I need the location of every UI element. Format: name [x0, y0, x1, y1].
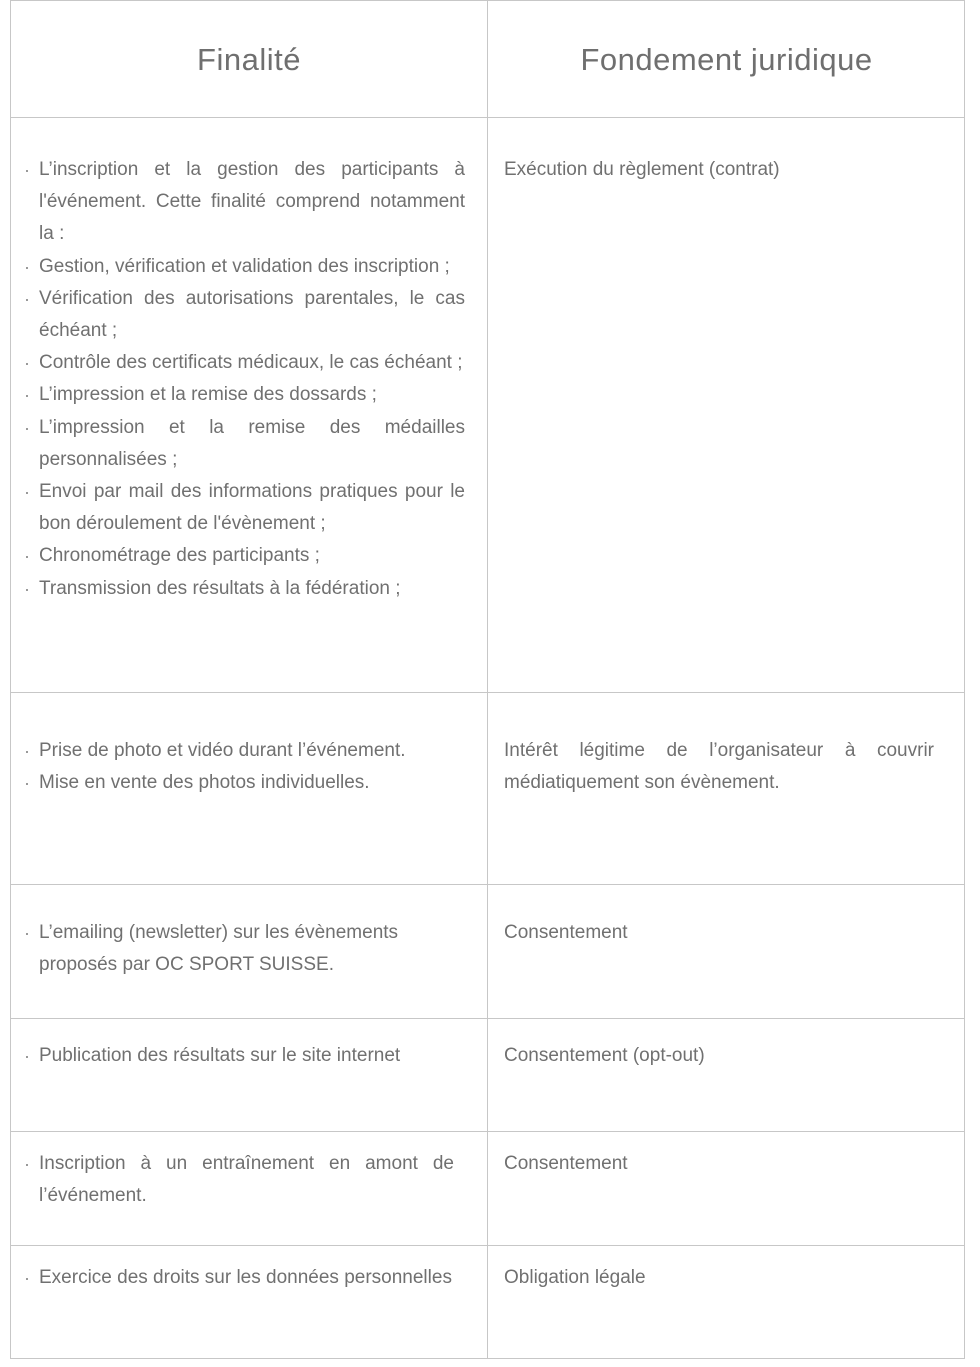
- column-divider: [487, 885, 488, 1018]
- purpose-cell: [24, 154, 465, 605]
- purpose-item: · L’impression et la remise des médailles personnalisées ;: [24, 412, 465, 476]
- table-row: [11, 118, 964, 693]
- column-divider: [487, 1019, 488, 1131]
- column-divider: [487, 1, 488, 117]
- purpose-item: · L’inscription et la gestion des participants à l'événement. Cette finalité comprend notamment la :: [24, 154, 465, 251]
- table-header-row: [11, 0, 964, 118]
- legal-basis-cell: Consentement (opt-out): [504, 1045, 705, 1066]
- purpose-item: · Vérification des autorisations parentales, le cas échéant ;: [24, 283, 465, 347]
- table-row: [11, 693, 964, 885]
- table-row: [11, 885, 964, 1019]
- column-divider: [487, 1132, 488, 1245]
- purpose-item: · L’impression et la remise des dossards ;: [24, 379, 465, 411]
- purpose-item: · L’emailing (newsletter) sur les évènements proposés par OC SPORT SUISSE.: [24, 917, 454, 981]
- purpose-cell: [24, 1040, 454, 1072]
- legal-basis-cell: Consentement: [504, 922, 628, 943]
- column-divider: [487, 118, 488, 692]
- table-row: [11, 1019, 964, 1132]
- purpose-item: · Transmission des résultats à la fédération ;: [24, 573, 465, 605]
- purpose-cell: [24, 1262, 454, 1294]
- purpose-item: · Exercice des droits sur les données personnelles: [24, 1262, 454, 1294]
- purpose-item: · Chronométrage des participants ;: [24, 540, 465, 572]
- purpose-item: · Mise en vente des photos individuelles.: [24, 767, 454, 799]
- column-divider: [487, 693, 488, 884]
- legal-basis-cell: Obligation légale: [504, 1267, 646, 1288]
- purpose-item: · Contrôle des certificats médicaux, le cas échéant ;: [24, 347, 465, 379]
- legal-basis-cell: Intérêt légitime de l’organisateur à couvrir médiatiquement son évènement.: [504, 740, 934, 794]
- header-legal-basis: Fondement juridique: [580, 42, 873, 77]
- purpose-cell: [24, 1148, 454, 1212]
- purpose-cell: [24, 735, 454, 799]
- legal-basis-cell: Consentement: [504, 1153, 628, 1174]
- table-row: [11, 1246, 964, 1359]
- legal-basis-cell: Exécution du règlement (contrat): [504, 159, 780, 180]
- purpose-item: · Gestion, vérification et validation des inscription ;: [24, 251, 465, 283]
- purpose-cell: [24, 917, 454, 981]
- header-purpose: Finalité: [197, 42, 301, 77]
- column-divider: [487, 1246, 488, 1359]
- purpose-item: · Publication des résultats sur le site internet: [24, 1040, 454, 1072]
- purpose-item: · Inscription à un entraînement en amont de l’événement.: [24, 1148, 454, 1212]
- purpose-item: · Envoi par mail des informations pratiques pour le bon déroulement de l'évènement ;: [24, 476, 465, 540]
- table-row: [11, 1132, 964, 1246]
- purpose-item: · Prise de photo et vidéo durant l’événement.: [24, 735, 454, 767]
- purpose-legal-basis-table: [10, 0, 965, 1359]
